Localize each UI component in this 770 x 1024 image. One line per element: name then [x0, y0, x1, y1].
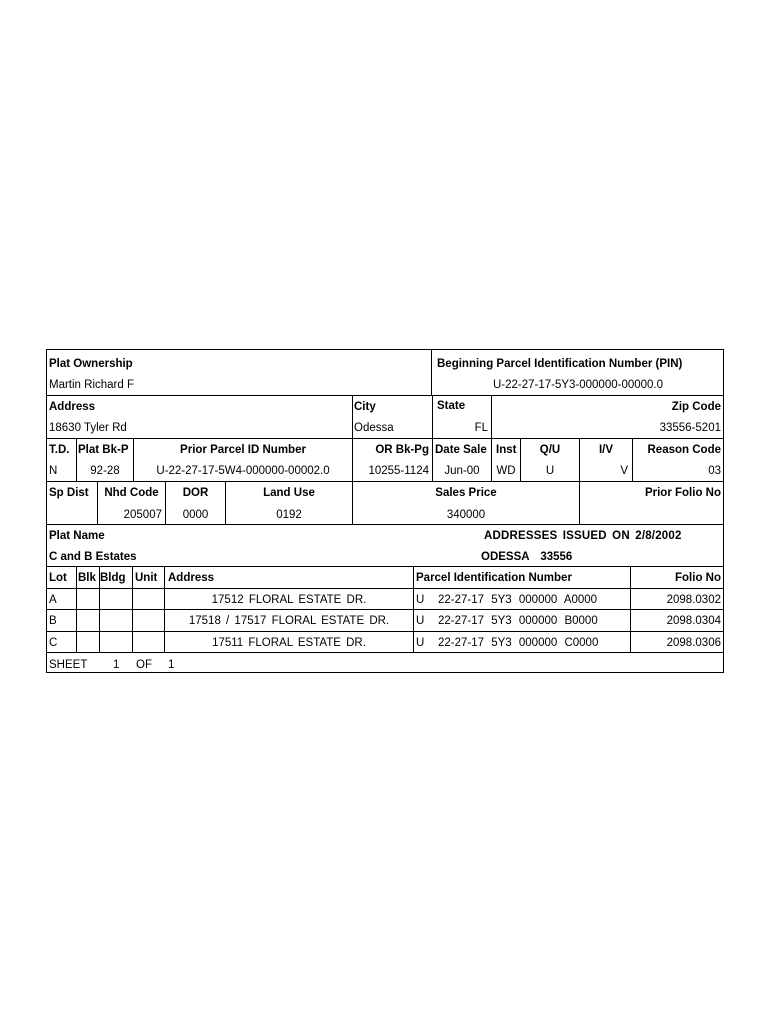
- rule: [47, 631, 723, 632]
- folio-header: Folio No: [675, 572, 721, 584]
- date-sale-header: Date Sale: [435, 444, 487, 456]
- dor-header: DOR: [182, 487, 209, 499]
- plat-bk-p-value: 92-28: [90, 465, 120, 477]
- rule: [47, 652, 723, 653]
- inst-value: WD: [496, 465, 516, 477]
- prior-parcel-header: Prior Parcel ID Number: [180, 444, 306, 456]
- pin-u-cell: U: [416, 594, 425, 606]
- land-use-header: Land Use: [263, 487, 315, 499]
- reason-code-header: Reason Code: [647, 444, 721, 456]
- plat-bk-p-header: Plat Bk-P: [78, 444, 129, 456]
- folio-cell: 2098.0302: [666, 594, 721, 606]
- plat-name-value: C and B Estates: [49, 551, 137, 563]
- pin-cell: 22-27-17 5Y3 000000 B0000: [438, 615, 598, 627]
- pin-cell: 22-27-17 5Y3 000000 A0000: [438, 594, 598, 606]
- pin-u-cell: U: [416, 615, 425, 627]
- rule: [352, 395, 353, 438]
- prior-folio-header: Prior Folio No: [644, 487, 721, 499]
- address-value: 18630 Tyler Rd: [49, 422, 127, 434]
- plat-ownership-label: Plat Ownership: [49, 358, 133, 370]
- sheet-label: SHEET: [49, 659, 88, 671]
- reason-code-value: 03: [708, 465, 721, 477]
- city-value: Odessa: [354, 422, 394, 434]
- folio-cell: 2098.0306: [666, 637, 721, 649]
- rule: [47, 481, 723, 482]
- blk-header: Blk: [78, 572, 96, 584]
- pin-header: Parcel Identification Number: [416, 572, 572, 584]
- or-bk-pg-value: 10255-1124: [368, 465, 429, 477]
- nhd-code-header: Nhd Code: [104, 487, 159, 499]
- or-bk-pg-header: OR Bk-Pg: [375, 444, 429, 456]
- qu-value: U: [545, 465, 555, 477]
- sheet-of-label: OF: [136, 659, 152, 671]
- rule: [47, 438, 723, 439]
- rule: [47, 524, 723, 525]
- city-label: City: [354, 401, 376, 413]
- sales-price-value: 340000: [446, 509, 486, 521]
- prior-parcel-value: U-22-27-17-5W4-000000-00002.0: [156, 465, 330, 477]
- state-label: State: [437, 400, 466, 412]
- td-value: N: [49, 465, 58, 477]
- bldg-header: Bldg: [100, 572, 126, 584]
- plat-ownership-value: Martin Richard F: [49, 379, 134, 391]
- rule: [47, 609, 723, 610]
- zip-value: 33556-5201: [659, 422, 721, 434]
- lot-header: Lot: [49, 572, 67, 584]
- lot-cell: A: [49, 594, 57, 606]
- nhd-code-value: 205007: [123, 509, 162, 521]
- issued-note-line1: ADDRESSES ISSUED ON 2/8/2002: [484, 530, 682, 542]
- plat-name-label: Plat Name: [49, 530, 105, 542]
- address-label: Address: [49, 401, 96, 413]
- beginning-pin-label: Beginning Parcel Identification Number (PIN): [437, 358, 683, 370]
- qu-header: Q/U: [539, 444, 561, 456]
- inst-header: Inst: [496, 444, 517, 456]
- plat-form: [46, 349, 724, 673]
- iv-header: I/V: [598, 444, 614, 456]
- rule: [47, 566, 723, 567]
- rule: [76, 566, 77, 652]
- pin-u-cell: U: [416, 637, 425, 649]
- sales-price-header: Sales Price: [435, 487, 497, 499]
- rule: [47, 588, 723, 589]
- zip-label: Zip Code: [671, 401, 721, 413]
- unit-header: Unit: [135, 572, 158, 584]
- sheet-total: 1: [168, 659, 175, 671]
- address-header: Address: [168, 572, 215, 584]
- sheet-current: 1: [113, 659, 120, 671]
- pin-cell: 22-27-17 5Y3 000000 C0000: [438, 637, 599, 649]
- sp-dist-header: Sp Dist: [49, 487, 89, 499]
- address-cell: 17511 FLORAL ESTATE DR.: [212, 637, 366, 649]
- beginning-pin-value: U-22-27-17-5Y3-000000-00000.0: [492, 379, 664, 391]
- date-sale-value: Jun-00: [444, 465, 480, 477]
- issued-note-line2: ODESSA 33556: [481, 551, 573, 563]
- td-header: T.D.: [49, 444, 70, 456]
- iv-value: V: [620, 465, 628, 477]
- rule: [132, 566, 133, 652]
- folio-cell: 2098.0304: [666, 615, 721, 627]
- land-use-value: 0192: [276, 509, 302, 521]
- rule: [431, 350, 432, 395]
- rule: [413, 566, 414, 652]
- address-cell: 17512 FLORAL ESTATE DR.: [211, 594, 367, 606]
- lot-cell: B: [49, 615, 57, 627]
- address-cell: 17518 / 17517 FLORAL ESTATE DR.: [188, 615, 390, 627]
- rule: [47, 395, 723, 396]
- state-value: FL: [474, 422, 488, 434]
- dor-value: 0000: [182, 509, 209, 521]
- lot-cell: C: [49, 637, 58, 649]
